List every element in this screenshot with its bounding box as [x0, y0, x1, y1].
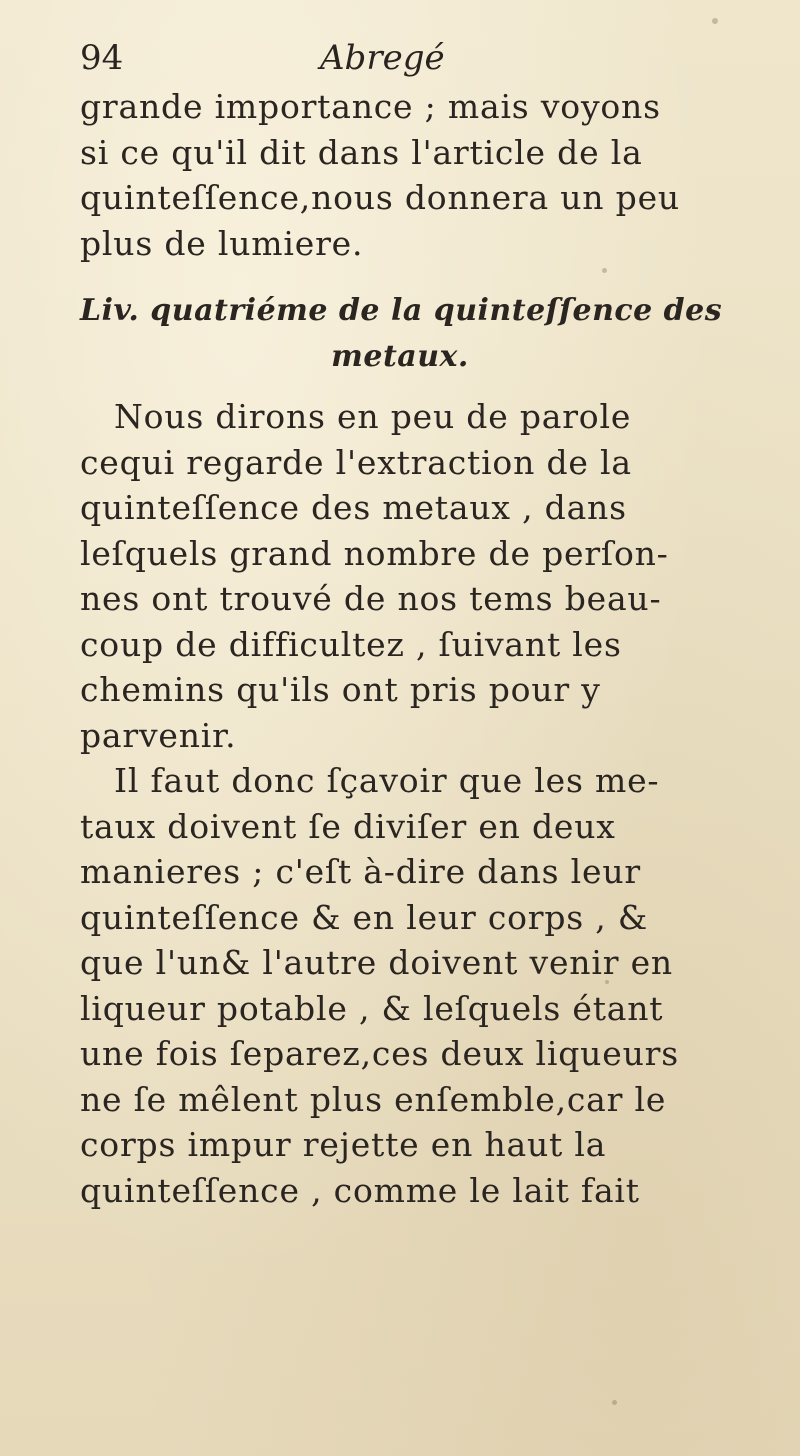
text-line: ne ſe mêlent plus enſemble,car le — [80, 1079, 667, 1119]
text-line: Nous dirons en peu de parole — [114, 397, 632, 436]
text-line: coup de difficultez , ſuivant les — [80, 624, 622, 664]
text-line: nes ont trouvé de nos tems beau- — [80, 579, 662, 618]
text-line: quinteſſence & en leur corps , & — [80, 897, 649, 937]
text-line: que l'un& l'autre doivent venir en — [80, 943, 673, 982]
text-line: si ce qu'il dit dans l'article de la — [80, 132, 643, 172]
paper-speck — [605, 980, 609, 984]
text-line: une fois ſeparez,ces deux liqueurs — [80, 1034, 679, 1073]
text-line: corps impur rejette en haut la — [80, 1125, 607, 1164]
running-head — [80, 38, 720, 90]
text-line: plus de lumiere. — [80, 223, 364, 263]
text-line: leſquels grand nombre de perſon- — [80, 533, 669, 573]
paragraph — [80, 394, 720, 758]
opening-paragraph — [80, 84, 720, 266]
text-line: chemins qu'ils ont pris pour y — [80, 670, 601, 709]
text-line: manieres ; c'eſt à-dire dans leur — [80, 852, 641, 891]
text-line: parvenir. — [80, 715, 237, 755]
section-heading-line: metaux. — [331, 339, 469, 374]
section-heading — [80, 288, 723, 380]
paper-speck — [602, 268, 607, 273]
text-line: quinteſſence , comme le lait fait — [80, 1170, 640, 1210]
section-heading-line: Liv. quatriéme de la quinteſſence des — [80, 293, 723, 328]
page-body — [80, 84, 723, 1213]
text-line: quinteſſence,nous donnera un peu — [80, 178, 680, 217]
text-line: grande importance ; mais voyons — [80, 87, 661, 126]
paper-speck — [712, 18, 718, 24]
text-line: cequi regarde l'extraction de la — [80, 442, 632, 482]
text-line: liqueur potable , & leſquels étant — [80, 988, 664, 1028]
text-line: taux doivent ſe diviſer en deux — [80, 806, 616, 846]
text-line: quinteſſence des metaux , dans — [80, 488, 627, 527]
running-title: Abregé — [320, 38, 445, 78]
page-number: 94 — [80, 38, 124, 78]
text-line: Il faut donc ſçavoir que les me- — [114, 761, 660, 800]
paragraph — [80, 758, 720, 1213]
paper-speck — [612, 1400, 617, 1405]
